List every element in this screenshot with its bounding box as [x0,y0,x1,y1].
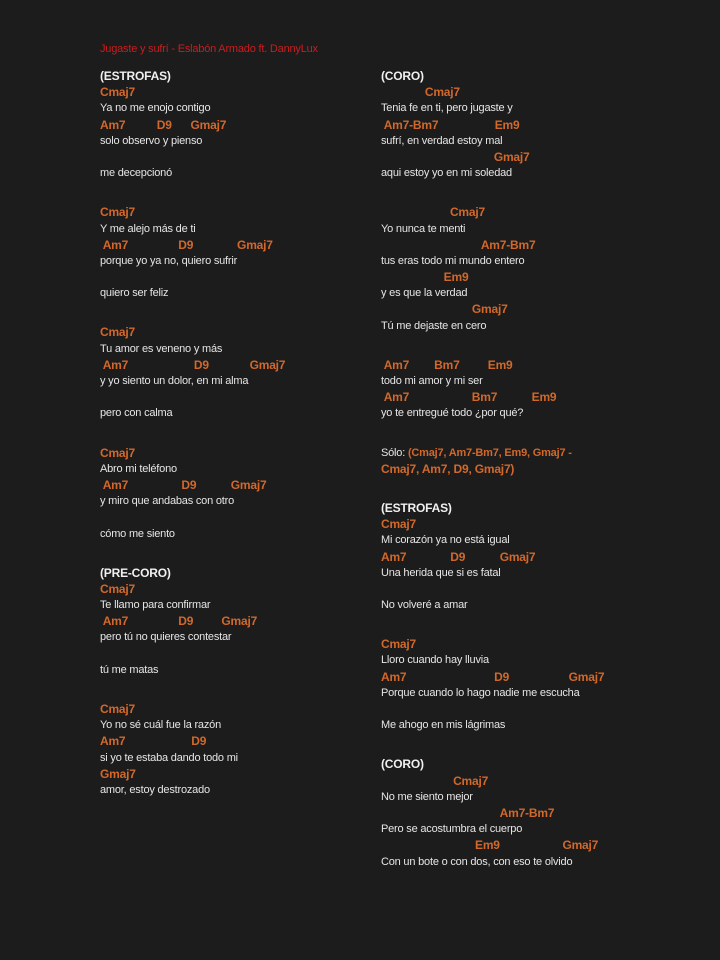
stanza [100,324,370,421]
lyric-line: y es que la verdad [381,287,468,300]
chord-line: Cmaj7 [100,702,136,716]
chord-line: Am7 Bm7 Em9 [381,390,557,405]
lyric-line: solo observo y pienso [100,134,203,147]
lyric-line: me decepcionó [100,167,173,180]
lyric-line: Me ahogo en mis lágrimas [381,719,506,732]
lyric-line: No volveré a amar [381,599,468,612]
chord-line: Am7 D9 Gmaj7 [100,614,258,629]
chord-line: Gmaj7 [381,302,508,317]
lyric-line: Te llamo para confirmar [100,599,211,612]
lyric-line: amor, estoy destrozado [100,783,210,796]
section-heading: (ESTROFAS) [381,500,452,515]
lyric-line: Tenia fe en ti, pero jugaste y [381,102,513,115]
section-heading: (CORO) [381,757,424,772]
stanza [100,445,370,542]
blank-line [100,509,370,525]
lyric-line: Yo no sé cuál fue la razón [100,719,221,732]
lyric-line: No me siento mejor [381,790,473,803]
chord-line: Cmaj7 [100,85,136,100]
lyric-line: Pero se acostumbra el cuerpo [381,823,523,836]
lyric-line: Una herida que si es fatal [381,566,501,579]
chord-line: Em9 Gmaj7 [381,838,599,853]
blank-line [381,701,651,717]
chord-line: Am7 D9 Gmaj7 [100,357,286,372]
solo-label: Sólo: [381,446,408,459]
chord-line: Gmaj7 [381,149,530,164]
stanza [381,68,651,181]
blank-line [100,149,370,165]
blank-line [100,269,370,285]
stanza [100,565,370,678]
stanza [381,500,651,613]
right-column [381,68,651,870]
chord-line: Cmaj7 [381,517,417,532]
solo-chords: (Cmaj7, Am7-Bm7, Em9, Gmaj7 - [407,446,572,459]
chord-line: Cmaj7, Am7, D9, Gmaj7) [381,461,515,476]
stanza [381,636,651,733]
chord-line: Am7 D9 Gmaj7 [100,477,267,492]
lyric-line: tus eras todo mi mundo entero [381,254,525,267]
stanza [100,204,370,301]
lyric-line: Tu amor es veneno y más [100,342,223,355]
stanza [381,445,651,477]
chord-line: Am7 D9 Gmaj7 [381,669,605,684]
section-heading: (CORO) [381,69,424,83]
chord-line: Em9 [381,270,469,285]
section-heading: (ESTROFAS) [100,69,171,83]
lyric-line: Lloro cuando hay lluvia [381,654,489,667]
lyric-line: Yo nunca te menti [381,222,466,235]
stanza [381,756,651,869]
lyric-line: Y me alejo más de ti [100,222,196,235]
chord-line: Cmaj7 [381,637,417,652]
solo-line [381,445,651,461]
lyric-line: y miro que andabas con otro [100,495,235,508]
stanza [100,68,370,181]
chord-line: Cmaj7 [381,205,485,220]
chord-line: Am7 D9 Gmaj7 [100,117,227,132]
chord-line: Am7 D9 [100,734,207,749]
lyric-line: sufrí, en verdad estoy mal [381,134,503,147]
lyric-line: porque yo ya no, quiero sufrir [100,254,238,267]
song-title: Jugaste y sufrí - Eslabón Armado ft. DannyLux [100,43,318,55]
blank-line [100,389,370,405]
left-column [100,68,370,798]
chord-line: Am7 D9 Gmaj7 [381,549,536,564]
lyric-line: tú me matas [100,663,159,676]
chord-line: Am7-Bm7 [381,237,536,252]
chord-line: Cmaj7 [100,325,136,340]
lyric-line: pero con calma [100,407,173,420]
lyric-line: yo te entregué todo ¿por qué? [381,407,524,420]
lyric-line: Ya no me enojo contigo [100,102,211,115]
chord-line: Am7 D9 Gmaj7 [100,237,273,252]
lyric-line: cómo me siento [100,527,175,540]
lyric-line: Porque cuando lo hago nadie me escucha [381,686,580,699]
lyric-line: Con un bote o con dos, con eso te olvido [381,855,573,868]
lyric-line: Abro mi teléfono [100,462,177,475]
section-heading: (PRE-CORO) [100,565,171,580]
lyric-line: Tú me dejaste en cero [381,319,487,332]
lyric-line: si yo te estaba dando todo mi [100,751,238,764]
lyric-line: Mi corazón ya no está igual [381,534,510,547]
stanza [381,204,651,334]
blank-line [381,581,651,597]
chord-line: Am7 Bm7 Em9 [381,357,513,372]
lyric-line: todo mi amor y mi ser [381,375,483,387]
lyric-line: y yo siento un dolor, en mi alma [100,375,249,387]
lyric-line: quiero ser feliz [100,287,169,300]
chord-line: Am7-Bm7 [381,805,555,820]
chord-line: Am7-Bm7 Em9 [381,117,520,132]
chord-line: Cmaj7 [381,773,489,788]
chord-line: Cmaj7 [100,445,136,460]
stanza [100,701,370,798]
chord-line: Cmaj7 [100,581,136,596]
blank-line [100,646,370,662]
stanza [381,357,651,422]
chord-line: Gmaj7 [100,766,136,781]
chord-line: Cmaj7 [381,85,460,100]
lyric-line: pero tú no quieres contestar [100,631,232,644]
chord-line: Cmaj7 [100,205,136,220]
lyric-line: aqui estoy yo en mi soledad [381,167,512,180]
